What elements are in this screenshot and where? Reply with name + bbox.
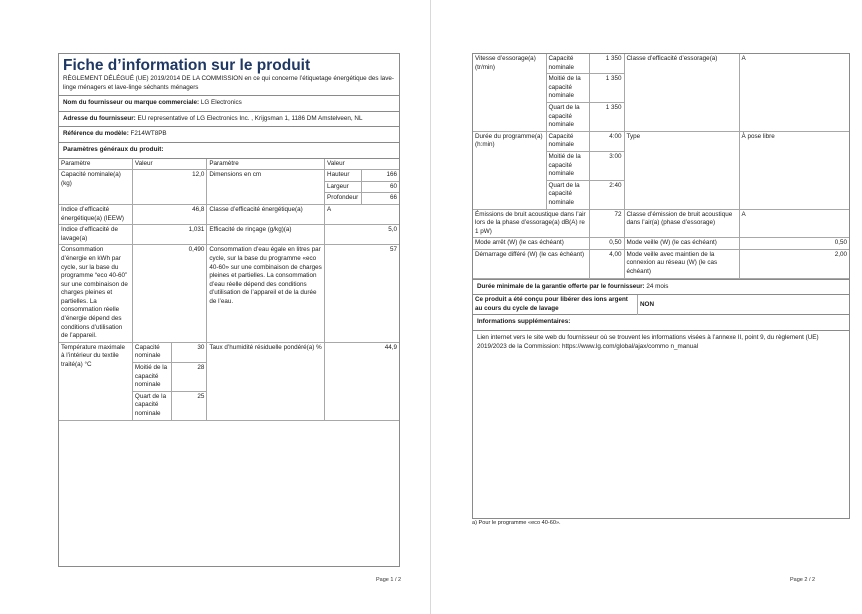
spin-class-value: A: [739, 54, 849, 131]
params-heading: Paramètres généraux du produit:: [59, 143, 399, 159]
address-label: Adresse du fournisseur:: [63, 114, 136, 122]
extra-info-text: Lien internet vers le site web du fournisseur où se trouvent les informations visées à l’annexe II, point 9, du règlement (UE) 2019/2023 de la Commission: https://www.lg.com/global/ajax/commo n_manual: [477, 334, 819, 350]
table-row: [473, 209, 849, 238]
spin-rated-label: Capacité nominale: [546, 54, 589, 74]
temp-half-value: 28: [172, 363, 207, 392]
height-label: Hauteur: [325, 170, 362, 182]
duration-quarter-value: 2:40: [589, 180, 624, 209]
water-consumption-value: 57: [325, 245, 399, 343]
table-row: [59, 245, 399, 343]
table-header-row: [59, 159, 399, 170]
energy-consumption-label: Consommation d’énergie en kWh par cycle, sur la base du programme “eco 40-60” sur une combinaison de charges pleines et partielles. La consommation réelle d’énergie dépend des conditions d’utilisation de l’appareil.: [59, 245, 132, 343]
duration-rated-label: Capacité nominale: [546, 131, 589, 151]
table-row: [473, 249, 849, 278]
height-value: 166: [362, 170, 399, 182]
spin-rated-value: 1 350: [589, 54, 624, 74]
product-sheet-frame: [58, 53, 400, 567]
col-value2-header: Valeur: [325, 159, 399, 170]
footnote: a) Pour le programme «eco 40-60».: [472, 520, 561, 526]
table-row: [59, 225, 399, 245]
humidity-label: Taux d’humidité résiduelle pondéré(a) %: [207, 342, 325, 420]
table-row: [473, 54, 849, 74]
duration-quarter-label: Quart de la capacité nominale: [546, 180, 589, 209]
eei-label: Indice d’efficacité énergétique(a) (IEEW): [59, 204, 132, 224]
supplier-row: [59, 96, 399, 112]
col-param-header: Paramètre: [59, 159, 132, 170]
rinse-label: Efficacité de rinçage (g/kg)(a): [207, 225, 325, 245]
noise-class-label: Classe d’émission de bruit acoustique dans l’air(a) (phase d’essorage): [624, 209, 739, 238]
spin-quarter-label: Quart de la capacité nominale: [546, 102, 589, 131]
depth-value: 66: [362, 193, 399, 205]
supplier-label: Nom du fournisseur ou marque commerciale:: [63, 99, 200, 107]
address-row: [59, 112, 399, 128]
temperature-label: Température maximale à l’intérieur du textile traité(a) °C: [59, 342, 132, 420]
network-standby-value: 2,00: [739, 249, 849, 278]
width-value: 60: [362, 181, 399, 193]
table-row: [473, 295, 849, 315]
noise-label: Émissions de bruit acoustique dans l’air lors de la phase d’essorage(a) dB(A) re 1 pW): [473, 209, 589, 238]
page-title: Fiche d’information sur le produit: [63, 57, 311, 74]
duration-label: Durée du programme(a) (h:min): [473, 131, 546, 209]
spin-class-label: Classe d’efficacité d’essorage(a): [624, 54, 739, 131]
energy-consumption-value: 0,490: [132, 245, 206, 343]
page-2: [432, 0, 862, 614]
type-value: À pose libre: [739, 131, 849, 209]
model-value: F214WT8PB: [130, 130, 167, 138]
spin-half-label: Moitié de la capacité nominale: [546, 74, 589, 103]
spin-half-value: 1 350: [589, 74, 624, 103]
capacity-label: Capacité nominale(a) (kg): [59, 170, 132, 205]
supplier-value: LG Electronics: [200, 99, 242, 107]
model-row: [59, 127, 399, 143]
temp-half-label: Moitié de la capacité nominale: [132, 363, 171, 392]
off-mode-label: Mode arrêt (W) (le cas échéant): [473, 238, 589, 250]
duration-half-label: Moitié de la capacité nominale: [546, 151, 589, 180]
table-row: [59, 204, 399, 224]
warranty-value: 24 mois: [646, 282, 669, 290]
duration-half-value: 3:00: [589, 151, 624, 180]
table-row: [473, 131, 849, 151]
temp-rated-value: 30: [172, 342, 207, 362]
temp-rated-label: Capacité nominale: [132, 342, 171, 362]
temp-quarter-label: Quart de la capacité nominale: [132, 391, 171, 420]
standby-value: 0,50: [739, 238, 849, 250]
page-1: [0, 0, 430, 614]
silver-ions-label: Ce produit a été conçu pour libérer des ions argent au cours du cycle de lavage: [475, 296, 628, 312]
energy-class-value: A: [325, 204, 399, 224]
regulation-intro: RÈGLEMENT DÉLÉGUÉ (UE) 2019/2014 DE LA COMMISSION en ce qui concerne l’étiquetage énergétique des lave-linge ménagers et lave-linge séchants ménagers: [59, 75, 399, 96]
table-row: [59, 342, 399, 362]
temp-quarter-value: 25: [172, 391, 207, 420]
spin-speed-label: Vitesse d’essorage(a) (tr/min): [473, 54, 546, 131]
col-value-header: Valeur: [132, 159, 206, 170]
standby-label: Mode veille (W) (le cas échéant): [624, 238, 739, 250]
energy-class-label: Classe d’efficacité énergétique(a): [207, 204, 325, 224]
duration-rated-value: 4:00: [589, 131, 624, 151]
rinse-value: 5,0: [325, 225, 399, 245]
params-table: [59, 159, 399, 421]
delay-start-value: 4,00: [589, 249, 624, 278]
table-row: [59, 170, 399, 182]
extra-info-heading: Informations supplémentaires:: [473, 315, 849, 331]
table-row: [473, 238, 849, 250]
params-table-continued: [473, 54, 849, 279]
spin-quarter-value: 1 350: [589, 102, 624, 131]
warranty-label: Durée minimale de la garantie offerte par le fournisseur:: [477, 282, 645, 290]
silver-ions-table: [473, 295, 849, 315]
delay-start-label: Démarrage différé (W) (le cas échéant): [473, 249, 589, 278]
type-label: Type: [624, 131, 739, 209]
page-divider: [430, 0, 431, 614]
noise-class-value: A: [739, 209, 849, 238]
page-number: Page 1 / 2: [376, 577, 402, 583]
wash-index-value: 1,031: [132, 225, 206, 245]
page-number: Page 2 / 2: [790, 577, 816, 583]
noise-value: 72: [589, 209, 624, 238]
dimensions-label: Dimensions en cm: [207, 170, 325, 205]
network-standby-label: Mode veille avec maintien de la connexion au réseau (W) (le cas échéant): [624, 249, 739, 278]
depth-label: Profondeur: [325, 193, 362, 205]
water-consumption-label: Consommation d’eau égale en litres par cycle, sur la base du programme «eco 40-60» sur une combinaison de charges pleines et partielles. La consommation d’eau réelle dépend des conditions d’utilisation de l’appareil et de la durée de l’eau.: [207, 245, 325, 343]
address-value: EU representative of LG Electronics Inc. , Krijgsman 1, 1186 DM Amstelveen, NL: [137, 114, 363, 122]
col-param2-header: Paramètre: [207, 159, 325, 170]
wash-index-label: Indice d’efficacité de lavage(a): [59, 225, 132, 245]
product-sheet-frame-continued: [472, 53, 850, 519]
humidity-value: 44,9: [325, 342, 399, 420]
silver-ions-value: NON: [638, 295, 850, 315]
model-label: Référence du modèle:: [63, 130, 129, 138]
width-label: Largeur: [325, 181, 362, 193]
warranty-row: [473, 279, 849, 296]
eei-value: 46,8: [132, 204, 206, 224]
off-mode-value: 0,50: [589, 238, 624, 250]
capacity-value: 12,0: [132, 170, 206, 205]
